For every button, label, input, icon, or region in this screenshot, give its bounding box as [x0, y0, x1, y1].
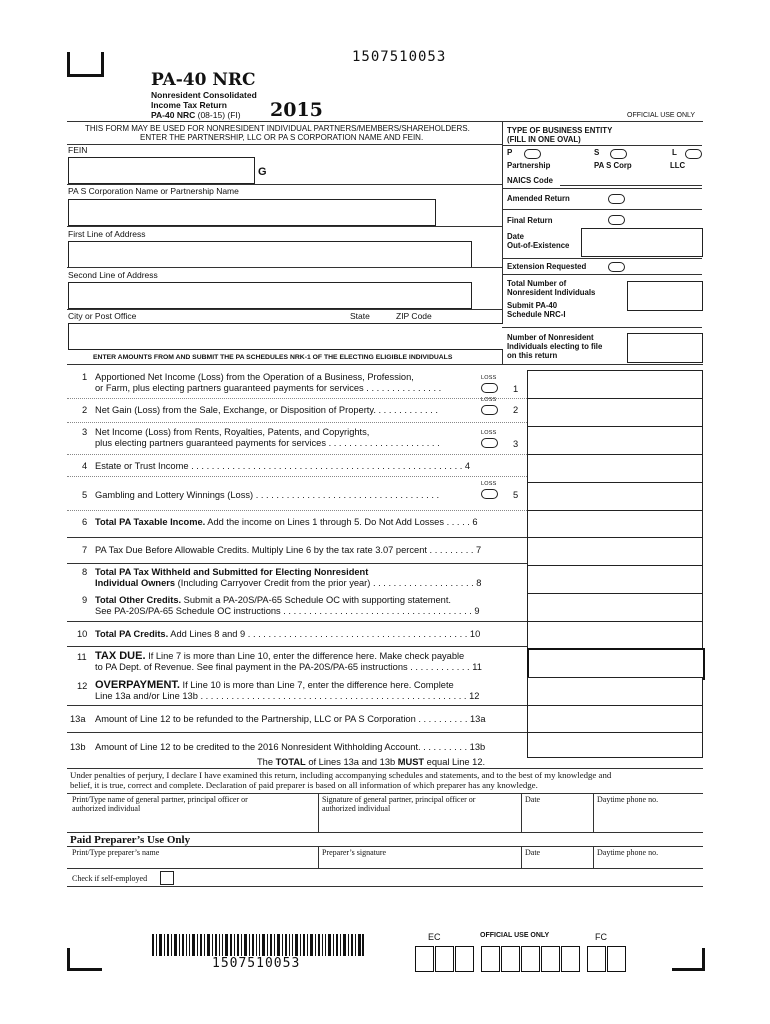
num-electing-label-2: Individuals electing to file	[507, 342, 603, 351]
line-1-loss-oval[interactable]	[481, 383, 498, 393]
line-2-ref: 2	[513, 405, 519, 415]
line-8-text-a: Total PA Tax Withheld and Submitted for Electing Nonresident	[95, 567, 369, 577]
preparer-name-field[interactable]	[72, 848, 312, 866]
name-label: PA S Corporation Name or Partnership Name	[68, 186, 239, 196]
preparer-divider-2	[521, 846, 522, 868]
official-use-box-6	[521, 946, 540, 972]
line-4-amount[interactable]	[527, 454, 703, 483]
line-11-number: 11	[77, 652, 87, 662]
p-letter: P	[507, 148, 513, 157]
line-3-text-b: plus electing partners guaranteed payments for services . . . . . . . . . . . . . . . . . . . . . .	[95, 438, 440, 448]
submit-label-1: Submit PA-40	[507, 301, 558, 310]
self-employed-label: Check if self-employed	[72, 874, 148, 883]
total-note-c: of Lines 13a and 13b	[305, 757, 398, 767]
registration-mark-top	[67, 52, 104, 77]
amended-rule	[502, 209, 702, 210]
line-1-amount[interactable]	[527, 370, 703, 399]
line-6-amount[interactable]	[527, 510, 703, 538]
out-of-existence-label: Out-of-Existence	[507, 241, 570, 250]
line-5-rule	[67, 510, 527, 511]
declaration-top-rule	[67, 768, 703, 769]
registration-mark-bottom-right	[672, 948, 705, 971]
entity-name-input[interactable]	[68, 199, 436, 226]
line-13a-number: 13a	[70, 714, 86, 724]
barcode-number-bottom: 1507510053	[212, 956, 301, 971]
form-instruction-2: ENTER THE PARTNERSHIP, LLC OR PA S CORPORATION NAME AND FEIN.	[140, 133, 424, 142]
line-3-text-a: Net Income (Loss) from Rents, Royalties, Patents, and Copyrights,	[95, 427, 370, 437]
line-2-amount[interactable]	[527, 398, 703, 427]
form-version: (08-15) (FI)	[197, 110, 241, 120]
signature-label-1: Signature of general partner, principal officer or	[322, 795, 476, 804]
form-instruction-1: THIS FORM MAY BE USED FOR NONRESIDENT INDIVIDUAL PARTNERS/MEMBERS/SHAREHOLDERS.	[85, 124, 470, 133]
address1-input[interactable]	[68, 241, 472, 268]
address1-rule	[67, 226, 502, 227]
official-use-box-3	[455, 946, 474, 972]
line-12-rule	[67, 705, 527, 706]
official-use-box-2	[435, 946, 454, 972]
ec-label: EC	[428, 932, 441, 942]
amended-oval[interactable]	[608, 194, 625, 204]
line-5-ref: 5	[513, 490, 519, 500]
final-oval[interactable]	[608, 215, 625, 225]
official-use-box-7	[541, 946, 560, 972]
line-12-amount[interactable]	[527, 677, 703, 706]
line-2-rule	[67, 422, 527, 423]
registration-mark-bottom-left	[67, 948, 102, 971]
num-electing-label-1: Number of Nonresident	[507, 333, 594, 342]
line-13a-text: Amount of Line 12 to be refunded to the Partnership, LLC or PA S Corporation . . . . . . . . . . 13a	[95, 714, 486, 724]
line-11-bold: TAX DUE.	[95, 650, 146, 662]
official-use-box-1	[415, 946, 434, 972]
city-rule	[67, 309, 502, 310]
form-code-name: PA-40 NRC	[151, 110, 196, 120]
line-11-amount[interactable]	[527, 648, 705, 680]
line-7-number: 7	[82, 545, 88, 555]
g-label: G	[258, 166, 267, 178]
preparer-signature-label: Preparer’s signature	[322, 848, 387, 857]
line-11-rest: If Line 7 is more than Line 10, enter the difference here. Make check payable	[145, 651, 465, 661]
state-label: State	[350, 311, 370, 321]
line-2-number: 2	[82, 405, 88, 415]
line-9-bold: Total Other Credits.	[95, 595, 182, 605]
print-name-label-2: authorized individual	[72, 804, 141, 813]
llc-label: LLC	[670, 161, 686, 170]
line-8-number: 8	[82, 567, 88, 577]
signature-label-2: authorized individual	[322, 804, 391, 813]
line-3-loss-oval[interactable]	[481, 438, 498, 448]
fein-label: FEIN	[68, 145, 88, 155]
line-12-text-b: Line 13a and/or Line 13b . . . . . . . . . . . . . . . . . . . . . . . . . . . . . . . . . . . . . . . . . . . . . . . . . . . . 12	[95, 691, 480, 701]
preparer-date-field[interactable]	[525, 848, 589, 866]
total-note-e: equal Line 12.	[424, 757, 486, 767]
line-6-rule	[67, 537, 527, 538]
date-rule	[502, 258, 702, 259]
signature-divider-3	[593, 793, 594, 832]
line-4-number: 4	[82, 461, 88, 471]
line-3-number: 3	[82, 427, 88, 437]
address2-rule	[67, 267, 502, 268]
line-7-amount[interactable]	[527, 537, 703, 566]
tax-year: 2015	[270, 99, 323, 121]
total-nonresident-input[interactable]	[627, 281, 703, 311]
signature-row-top	[67, 793, 703, 794]
header-rule	[67, 121, 703, 122]
line-7-text: PA Tax Due Before Allowable Credits. Multiply Line 6 by the tax rate 3.07 percent . . . . . . . . . 7	[95, 545, 482, 555]
line-3-rule	[67, 454, 527, 455]
officer-date-field[interactable]	[525, 795, 589, 829]
line-1-ref: 1	[513, 384, 519, 394]
submit-label-2: Schedule NRC-I	[507, 310, 566, 319]
line-6-number: 6	[82, 517, 88, 527]
form-subtitle-1: Nonresident Consolidated	[151, 90, 257, 100]
line-4-rule	[67, 476, 527, 477]
total-note-b: TOTAL	[275, 757, 306, 767]
line-9-number: 9	[82, 595, 88, 605]
l-letter: L	[672, 148, 677, 157]
line-13b-number: 13b	[70, 742, 86, 752]
business-type-rule	[502, 145, 702, 146]
official-use-box-4	[481, 946, 500, 972]
preparer-phone-label: Daytime phone no.	[597, 848, 659, 857]
line-9-amount[interactable]	[527, 593, 703, 622]
extension-oval[interactable]	[608, 262, 625, 272]
total-note-a: The	[257, 757, 276, 767]
line-11-text-b: to PA Dept. of Revenue. See final payment in the PA-20S/PA-65 instructions . . . . . . . . . . . . 11	[95, 662, 482, 672]
line-3-amount[interactable]	[527, 426, 703, 455]
print-name-field[interactable]	[72, 795, 312, 829]
line-2-text: Net Gain (Loss) from the Sale, Exchange, or Disposition of Property. . . . . . . . . . . . .	[95, 405, 438, 415]
preparer-divider-3	[593, 846, 594, 868]
line-1-text-a: Apportioned Net Income (Loss) from the Operation of a Business, Profession,	[95, 372, 414, 382]
s-corp-oval[interactable]	[610, 149, 627, 159]
line-12-text-a	[95, 679, 454, 691]
line-8-bold: Individual Owners	[95, 578, 176, 588]
naics-rule	[502, 188, 702, 189]
official-use-bottom: OFFICIAL USE ONLY	[480, 932, 550, 939]
partnership-label: Partnership	[507, 161, 551, 170]
line-13b-text: Amount of Line 12 to be credited to the 2016 Nonresident Withholding Account. . . . . . . . . . 13b	[95, 742, 486, 752]
line-13a-amount[interactable]	[527, 705, 703, 733]
line-10-bold: Total PA Credits.	[95, 629, 169, 639]
num-electing-label-3: on this return	[507, 351, 558, 360]
official-use-box-8	[561, 946, 580, 972]
final-label: Final Return	[507, 216, 553, 225]
total-note-d: MUST	[397, 757, 425, 767]
line-10-rest: Add Lines 8 and 9 . . . . . . . . . . . . . . . . . . . . . . . . . . . . . . . . . . . . . . . . . . . 10	[168, 629, 481, 639]
num-electing-input[interactable]	[627, 333, 703, 363]
line-9-text-b: See PA-20S/PA-65 Schedule OC instructions . . . . . . . . . . . . . . . . . . . . . . . . . . . . . . . . . . . . . 9	[95, 606, 480, 616]
amended-label: Amended Return	[507, 194, 570, 203]
fein-input[interactable]	[68, 157, 255, 184]
line-9-rest: Submit a PA-20S/PA-65 Schedule OC with supporting statement.	[181, 595, 452, 605]
city-label: City or Post Office	[68, 311, 137, 321]
self-employed-checkbox[interactable]	[160, 871, 174, 885]
officer-phone-field[interactable]	[597, 795, 701, 829]
declaration-text-2: belief, it is true, correct and complete. Declaration of paid preparer is based on all information of which preparer has any knowledge.	[70, 780, 538, 790]
line-7-rule	[67, 563, 527, 564]
name-rule	[67, 184, 502, 185]
official-use-box-9	[587, 946, 606, 972]
line-12-rest: If Line 10 is more than Line 7, enter the difference here. Complete	[179, 680, 454, 690]
preparer-row-bottom	[67, 868, 703, 869]
line-1-number: 1	[82, 372, 88, 382]
line-6-rest: Add the income on Lines 1 through 5. Do Not Add Losses . . . . . 6	[205, 517, 478, 527]
signature-divider-1	[318, 793, 319, 832]
extension-label: Extension Requested	[507, 262, 587, 271]
line-13b-amount[interactable]	[527, 732, 703, 758]
form-code	[151, 110, 241, 120]
line-4-text: Estate or Trust Income . . . . . . . . . . . . . . . . . . . . . . . . . . . . . . . . . . . . . . . . . . . . . . . . . . . . . 4	[95, 461, 471, 471]
preparer-bottom-rule	[67, 886, 703, 887]
line-9-text-a	[95, 595, 451, 605]
form-title: PA-40 NRC	[151, 70, 256, 90]
signature-divider-2	[521, 793, 522, 832]
line-5-loss-oval[interactable]	[481, 489, 498, 499]
line-10-number: 10	[77, 629, 88, 639]
llc-oval[interactable]	[685, 149, 702, 159]
preparer-divider-1	[318, 846, 319, 868]
preparer-phone-field[interactable]	[597, 848, 701, 866]
business-type-subtitle: (FILL IN ONE OVAL)	[507, 135, 581, 144]
line-10-rule	[67, 646, 527, 647]
signature-row-bottom	[67, 832, 703, 833]
preparer-signature-field[interactable]	[322, 848, 517, 866]
preparer-name-label: Print/Type preparer’s name	[72, 848, 160, 857]
address1-label: First Line of Address	[68, 229, 146, 239]
line-6-bold: Total PA Taxable Income.	[95, 517, 206, 527]
barcode-number-top: 1507510053	[352, 49, 447, 65]
lines-section-top-rule	[67, 364, 703, 365]
print-name-label-1: Print/Type name of general partner, principal officer or	[72, 795, 248, 804]
line-8-rest: (Including Carryover Credit from the prior year) . . . . . . . . . . . . . . . . . . . . 8	[175, 578, 482, 588]
line-13a-rule	[67, 732, 527, 733]
line-10-text	[95, 629, 480, 639]
total-nonres-rule	[502, 327, 702, 328]
naics-input[interactable]	[560, 185, 702, 186]
line-12-bold: OVERPAYMENT.	[95, 679, 180, 691]
registration-mark-top-tick	[101, 52, 104, 77]
line-5-text: Gambling and Lottery Winnings (Loss) . . . . . . . . . . . . . . . . . . . . . . . . . . . . . . . . . . . .	[95, 490, 440, 500]
line-9-rule	[67, 621, 527, 622]
line-3-loss-label: LOSS	[481, 430, 497, 436]
zip-label: ZIP Code	[396, 311, 432, 321]
line-1-text-b: or Farm, plus electing partners guaranteed payments for services . . . . . . . . . . . . . . .	[95, 383, 442, 393]
line-5-number: 5	[82, 490, 88, 500]
form-subtitle-2: Income Tax Return	[151, 100, 227, 110]
fein-rule	[67, 144, 502, 145]
enter-amounts-instruction: ENTER AMOUNTS FROM AND SUBMIT THE PA SCHEDULES NRK-1 OF THE ELECTING ELIGIBLE INDIVIDUALS	[93, 354, 453, 361]
date-out-of-existence-input[interactable]	[581, 228, 703, 257]
line-12-number: 12	[77, 681, 88, 691]
line-1-rule	[67, 398, 527, 399]
business-type-title: TYPE OF BUSINESS ENTITY	[507, 126, 613, 135]
address2-input[interactable]	[68, 282, 472, 309]
officer-phone-label: Daytime phone no.	[597, 795, 659, 804]
line-5-loss-label: LOSS	[481, 481, 497, 487]
preparer-date-label: Date	[525, 848, 541, 857]
line-6-text	[95, 517, 478, 527]
preparer-row-top	[67, 846, 703, 847]
date-label: Date	[507, 232, 524, 241]
barcode-bottom	[152, 934, 364, 956]
official-use-top: OFFICIAL USE ONLY	[627, 112, 696, 119]
signature-field[interactable]	[322, 795, 517, 829]
total-nonres-label-2: Nonresident Individuals	[507, 288, 596, 297]
line-1-loss-label: LOSS	[481, 375, 497, 381]
line-8-amount[interactable]	[527, 565, 703, 594]
naics-label: NAICS Code	[507, 176, 553, 185]
line-2-loss-oval[interactable]	[481, 405, 498, 415]
officer-date-label: Date	[525, 795, 541, 804]
line-2-loss-label: LOSS	[481, 397, 497, 403]
city-state-zip-input[interactable]	[68, 323, 503, 350]
official-use-box-5	[501, 946, 520, 972]
official-use-box-10	[607, 946, 626, 972]
fc-label: FC	[595, 932, 607, 942]
line-10-amount[interactable]	[527, 621, 703, 649]
s-letter: S	[594, 148, 600, 157]
declaration-text-1: Under penalties of perjury, I declare I have examined this return, including accompanying schedules and statements, and to the best of my knowledge and	[70, 770, 612, 780]
line-8-text-b	[95, 578, 481, 588]
line-3-ref: 3	[513, 439, 519, 449]
address2-label: Second Line of Address	[68, 270, 158, 280]
line-11-text-a	[95, 650, 464, 662]
total-nonres-label-1: Total Number of	[507, 279, 567, 288]
extension-rule	[502, 274, 702, 275]
total-note	[257, 757, 485, 767]
partnership-oval[interactable]	[524, 149, 541, 159]
preparer-section-title: Paid Preparer’s Use Only	[70, 834, 191, 846]
s-corp-label: PA S Corp	[594, 161, 632, 170]
line-5-amount[interactable]	[527, 482, 703, 511]
